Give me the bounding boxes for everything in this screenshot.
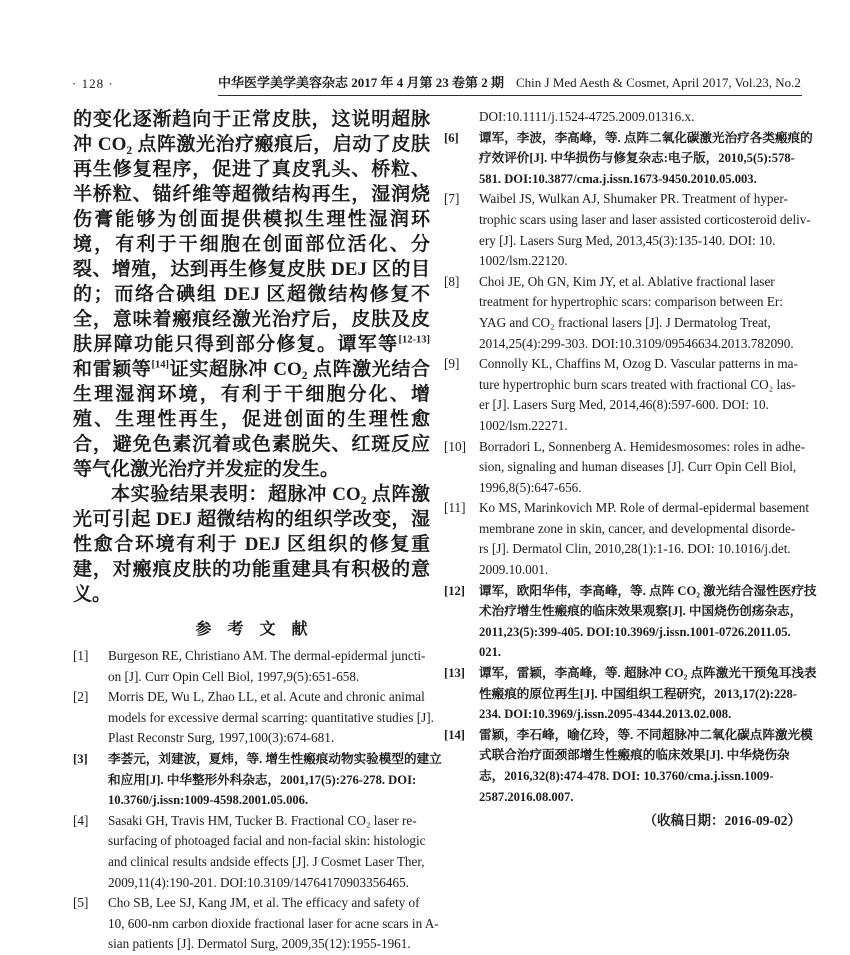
- reference-line: ery [J]. Lasers Surg Med, 2013,45(3):135-140. DOI: 10.: [479, 232, 776, 248]
- reference-line: [4] Sasaki GH, Travis HM, Tucker B. Fractional CO₂ laser re-: [73, 811, 430, 832]
- reference-line: surfacing of photoaged facial and non-facial skin: histologic: [108, 833, 426, 849]
- page-header: [72, 72, 802, 96]
- reference-line: 2009.10.001.: [479, 562, 549, 578]
- reference-number: [5]: [73, 895, 89, 911]
- body-paragraph: 本实验结果表明：超脉冲 CO₂ 点阵激光可引起 DEJ 超微结构的组织学改变，湿性愈合环境有利于 DEJ 区组织的修复重建，对瘢痕皮肤的功能重建具有积极的意义。: [73, 484, 430, 605]
- reference-line: rs [J]. Dermatol Clin, 2010,28(1):1-16. DOI: 10.1016/j.det.: [479, 541, 791, 557]
- reference-item: [444, 272, 801, 354]
- right-column: [444, 107, 817, 831]
- reference-line: 1002/lsm.22271.: [479, 417, 568, 433]
- reference-line: [1] Burgeson RE, Christiano AM. The dermal-epidermal juncti-: [73, 646, 430, 667]
- reference-line: [6] 谭军，李波，李高峰，等. 点阵二氧化碳激光治疗各类瘢痕的: [444, 128, 801, 149]
- reference-number: [6]: [444, 130, 459, 145]
- reference-line: treatment for hypertrophic scars: comparison between Er:: [479, 294, 783, 310]
- reference-line: 2011,23(5):399-405. DOI:10.3969/j.issn.1001-0726.2011.05.: [479, 624, 791, 639]
- reference-line: 1002/lsm.22120.: [479, 253, 568, 269]
- reference-line: 1996,8(5):647-656.: [479, 479, 582, 495]
- reference-line: [13] 谭军，雷颖，李高峰，等. 超脉冲 CO₂ 点阵激光干预兔耳浅表: [444, 663, 801, 684]
- reference-item: [444, 354, 801, 436]
- reference-line: [7] Waibel JS, Wulkan AJ, Shumaker PR. Treatment of hyper-: [444, 189, 801, 210]
- reference-line: [14] 雷颖，李石峰，喻亿玲，等. 不同超脉冲二氧化碳点阵激光模: [444, 725, 801, 746]
- reference-item: [444, 498, 809, 580]
- page-number: · 128 ·: [72, 76, 114, 91]
- reference-line: ture hypertrophic burn scars treated with fractional CO₂ las-: [479, 376, 796, 392]
- received-date: （收稿日期：2016-09-02）: [643, 813, 801, 829]
- citation-superscript: [12-13]: [398, 334, 430, 346]
- reference-line: 2009,11(4):190-201. DOI:10.3109/14764170903356465.: [108, 874, 409, 890]
- reference-line: 性瘢痕的原位再生[J]. 中国组织工程研究，2013,17(2):228-: [479, 686, 797, 701]
- reference-item: [444, 128, 813, 190]
- reference-line: 疗效评价[J]. 中华损伤与修复杂志:电子版，2010,5(5):578-: [479, 151, 795, 166]
- reference-number: [14]: [444, 727, 465, 742]
- reference-line: 志，2016,32(8):474-478. DOI: 10.3760/cma.j.issn.1009-: [479, 769, 774, 783]
- reference-number: [4]: [73, 812, 89, 828]
- reference-line: 2587.2016.08.007.: [479, 789, 574, 804]
- reference-item: [444, 107, 801, 128]
- journal-title-chinese: 中华医学美学美容杂志 2017 年 4 月第 23 卷第 2 期: [218, 75, 505, 90]
- reference-line: sian patients [J]. Dermatol Surg, 2009,35(12):1955-1961.: [108, 936, 411, 952]
- reference-number: [3]: [73, 751, 88, 766]
- body-paragraph: 的变化逐渐趋向于正常皮肤，这说明超脉冲 CO₂ 点阵激光治疗瘢痕后，启动了皮肤再生修复程序，促进了真皮乳头、桥粒、半桥粒、锚纤维等超微结构再生，湿润烧伤膏能够为创面提供模拟生理性湿润环境，有利于干细胞在创面部位活化、分裂、增殖，达到再生修复皮肤 DEJ 区的目的；而络合碘组 DEJ 区超微结构修复不全，意味着瘢痕经激光治疗后，皮肤及皮肤屏障功能只得到部分修复。谭军等[12-13] 和雷颖等[14]证实超脉冲 CO₂ 点阵激光结合生理湿润环境，有利于干细胞分化、增殖、生理性再生，促进创面的生理性愈合，避免色素沉着或色素脱失、红斑反应等气化激光治疗并发症的发生。: [73, 109, 430, 480]
- body-paragraphs: [73, 107, 430, 607]
- reference-line: [12] 谭军，欧阳华伟，李高峰，等. 点阵 CO₂ 激光结合湿性医疗技: [444, 581, 801, 602]
- reference-number: [8]: [444, 273, 460, 289]
- reference-number: [12]: [444, 583, 465, 598]
- reference-line: models for excessive dermal scarring: quantitative studies [J].: [108, 709, 434, 725]
- reference-line: [9] Connolly KL, Chaffins M, Ozog D. Vascular patterns in ma-: [444, 354, 801, 375]
- reference-line: 和应用[J]. 中华整形外科杂志，2001,17(5):276-278. DOI:: [108, 772, 417, 787]
- reference-line: [10] Borradori L, Sonnenberg A. Hemidesmosomes: roles in adhe-: [444, 437, 801, 458]
- reference-number: [7]: [444, 191, 460, 207]
- reference-line: 式联合治疗面颈部增生性瘢痕的临床效果[J]. 中华烧伤杂: [479, 748, 790, 763]
- references-list-left: [73, 646, 442, 955]
- reference-line: Plast Reconstr Surg, 1997,100(3):674-681.: [108, 730, 335, 746]
- reference-item: [444, 189, 811, 271]
- reference-item: [73, 646, 430, 687]
- journal-title-english: Chin J Med Aesth & Cosmet, April 2017, Vol.23, No.2: [516, 75, 801, 90]
- reference-line: on [J]. Curr Opin Cell Biol, 1997,9(5):651-658.: [108, 668, 360, 684]
- reference-line: YAG and CO₂ fractional lasers [J]. J Dermatolog Treat,: [479, 314, 771, 330]
- reference-line: [2] Morris DE, Wu L, Zhao LL, et al. Acute and chronic animal: [73, 687, 430, 708]
- reference-line: trophic scars using laser and laser assisted corticosteroid deliv-: [479, 211, 811, 227]
- reference-number: [13]: [444, 666, 465, 681]
- reference-line: [8] Choi JE, Oh GN, Kim JY, et al. Ablative fractional laser: [444, 272, 801, 293]
- reference-line: 术治疗增生性瘢痕的临床效果观察[J]. 中国烧伤创疡杂志，: [479, 604, 803, 619]
- references-list-right: [444, 107, 817, 807]
- reference-number: [2]: [73, 689, 89, 705]
- reference-number: [9]: [444, 356, 460, 372]
- reference-item: [73, 687, 434, 749]
- reference-item: [73, 749, 442, 811]
- reference-item: [444, 581, 817, 663]
- reference-line: 234. DOI:10.3969/j.issn.2095-4344.2013.02.008.: [479, 707, 732, 722]
- left-column: [73, 107, 442, 955]
- reference-line: 10, 600-nm carbon dioxide fractional laser for acne scars in A-: [108, 915, 439, 931]
- reference-line: er [J]. Lasers Surg Med, 2014,46(8):597-600. DOI: 10.: [479, 397, 769, 413]
- reference-line: 2014,25(4):299-303. DOI:10.3109/09546634.2013.782090.: [479, 335, 794, 351]
- citation-superscript: [14]: [151, 359, 170, 371]
- reference-line: sion, signaling and human diseases [J]. Curr Opin Cell Biol,: [479, 459, 797, 475]
- reference-line: [11] Ko MS, Marinkovich MP. Role of dermal-epidermal basement: [444, 498, 801, 519]
- references-heading: 参 考 文 献: [195, 621, 308, 638]
- reference-line: 581. DOI:10.3877/cma.j.issn.1673-9450.2010.05.003.: [479, 171, 757, 186]
- reference-line: 10.3760/j.issn:1009-4598.2001.05.006.: [108, 793, 309, 808]
- reference-number: [1]: [73, 648, 89, 663]
- reference-line: 021.: [479, 645, 502, 660]
- reference-line: DOI:10.1111/j.1524-4725.2009.01316.x.: [479, 109, 695, 124]
- reference-number: [11]: [444, 500, 466, 516]
- reference-line: membrane zone in skin, cancer, and developmental disorde-: [479, 520, 796, 536]
- reference-item: [444, 663, 817, 725]
- reference-item: [444, 725, 813, 807]
- reference-line: [3] 李荟元，刘建波，夏炜，等. 增生性瘢痕动物实验模型的建立: [73, 749, 430, 770]
- reference-item: [73, 893, 439, 955]
- journal-title: [218, 72, 802, 96]
- reference-item: [73, 811, 430, 893]
- reference-line: [5] Cho SB, Lee SJ, Kang JM, et al. The efficacy and safety of: [73, 893, 430, 914]
- reference-number: [10]: [444, 438, 466, 454]
- reference-line: and clinical results andside effects [J]. J Cosmet Laser Ther,: [108, 853, 425, 869]
- reference-item: [444, 437, 806, 499]
